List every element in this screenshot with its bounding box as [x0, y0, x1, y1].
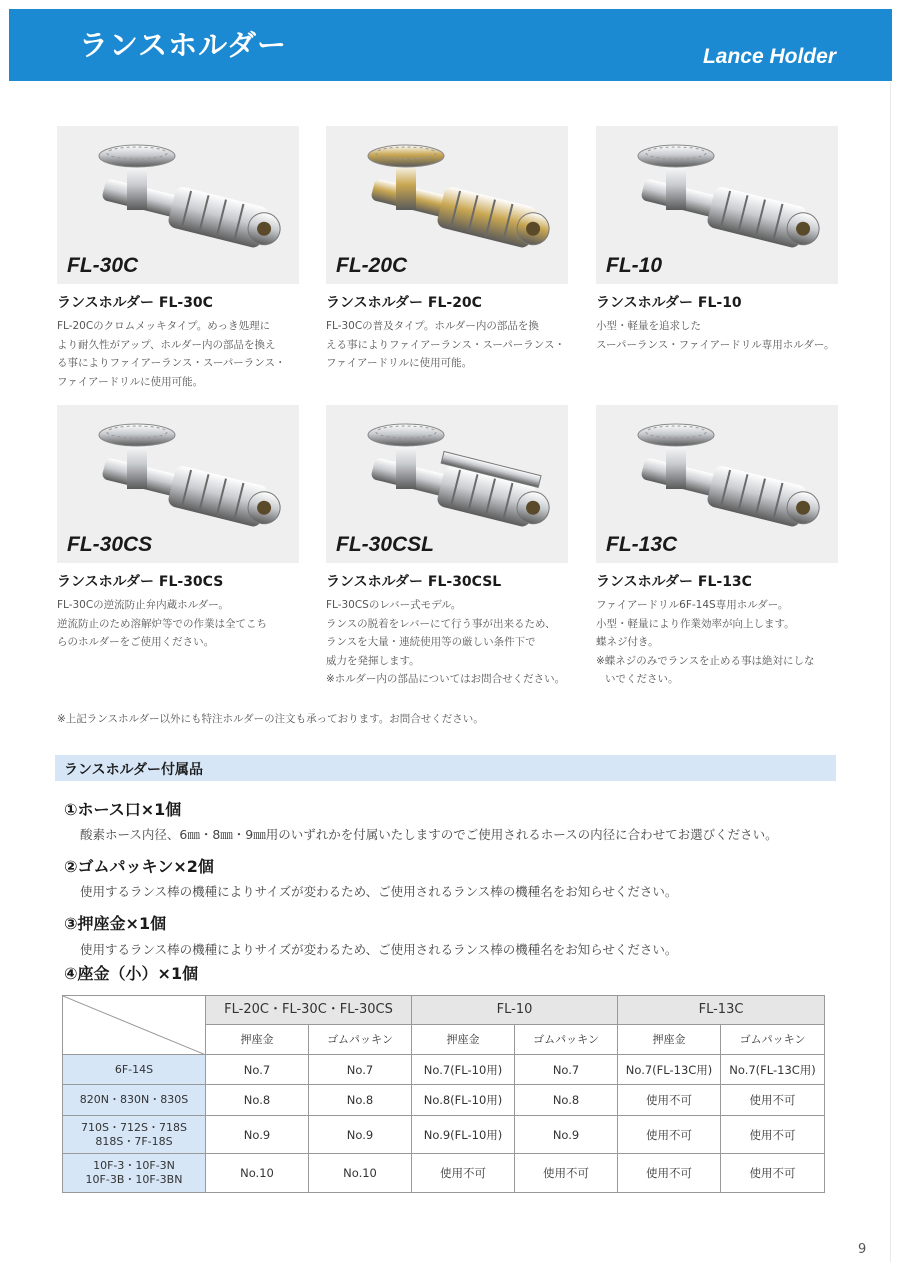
accessory-title-hose: ①ホース口×1個 [64, 800, 182, 819]
table-cell: No.7(FL-13C用) [618, 1055, 721, 1085]
description-line: いでください。 [605, 673, 679, 685]
description-line: らのホルダーをご使用ください。 [57, 636, 215, 648]
compatibility-table [62, 995, 825, 1193]
table-cell: No.9(FL-10用) [412, 1116, 515, 1154]
description-line: FL-30CSのレバー式モデル。 [326, 599, 462, 611]
row-header-line: 10F-3B・10F-3BN [85, 1173, 183, 1186]
product-title: ランスホルダー FL-30C [57, 295, 213, 311]
product-description [596, 317, 848, 354]
description-line: ファイアードリルに使用可能。 [57, 375, 204, 388]
table-cell: No.8 [515, 1085, 618, 1116]
row-header [63, 1055, 206, 1085]
table-corner-cell [63, 996, 206, 1055]
sub-header: 押座金 [618, 1025, 721, 1055]
page-title-english: Lance Holder [702, 45, 836, 68]
description-line: FL-20Cのクロムメッキタイプ。めっき処理に [57, 320, 271, 332]
table-cell: No.7 [206, 1055, 309, 1085]
group-header-fl30: FL-20C・FL-30C・FL-30CS [206, 996, 412, 1025]
table-cell: No.9 [309, 1116, 412, 1154]
product-photo [57, 405, 299, 563]
table-cell: No.9 [515, 1116, 618, 1154]
table-row [63, 1085, 825, 1116]
table-cell: 使用不可 [618, 1116, 721, 1154]
diagonal-line [63, 996, 206, 1055]
table-cell: No.9 [206, 1116, 309, 1154]
product-title: ランスホルダー FL-10 [596, 295, 742, 311]
row-header-line: 710S・712S・718S [81, 1120, 187, 1134]
table-cell: No.7 [309, 1055, 412, 1085]
table-cell: 使用不可 [515, 1154, 618, 1193]
model-label: FL-20C [336, 254, 408, 277]
description-line: ファイアードリル6F-14S専用ホルダー。 [596, 599, 789, 611]
table-cell: No.10 [206, 1154, 309, 1193]
product-title: ランスホルダー FL-30CS [57, 574, 224, 590]
description-line: FL-30Cの普及タイプ。ホルダー内の部品を換 [326, 320, 539, 332]
table-row [63, 1055, 825, 1085]
product-description [596, 596, 848, 689]
table-row [63, 1154, 825, 1193]
model-label: FL-10 [606, 254, 663, 277]
custom-order-note: ※上記ランスホルダー以外にも特注ホルダーの注文も承っております。お問合せください。 [57, 713, 484, 725]
row-header-line: 10F-3・10F-3N [93, 1159, 175, 1172]
row-header-line: 820N・830N・830S [79, 1093, 189, 1106]
description-line: ※蝶ネジのみでランスを止める事は絶対にしな [596, 654, 815, 667]
description-line: 威力を発揮します。 [326, 654, 420, 667]
table-cell: 使用不可 [618, 1154, 721, 1193]
product-title: ランスホルダー FL-13C [596, 574, 752, 590]
description-line: 小型・軽量により作業効率が向上します。 [596, 617, 795, 630]
table-cell: No.7(FL-10用) [412, 1055, 515, 1085]
model-label: FL-30CS [67, 533, 153, 556]
product-title: ランスホルダー FL-30CSL [326, 574, 502, 590]
page-header [9, 9, 892, 81]
description-line: FL-30Cの逆流防止弁内蔵ホルダー。 [57, 599, 229, 611]
table-row [63, 1116, 825, 1154]
table-cell: No.7 [515, 1055, 618, 1085]
product-photo [326, 126, 568, 284]
product-description [57, 596, 309, 652]
description-line: ※ホルダー内の部品についてはお問合せください。 [326, 673, 566, 685]
accessory-desc-press-washer: 使用するランス棒の機種によりサイズが変わるため、ご使用されるランス棒の機種名をお知らせください。 [80, 942, 678, 957]
table-cell: No.8 [309, 1085, 412, 1116]
table-cell: No.7(FL-13C用) [721, 1055, 825, 1085]
row-header [63, 1085, 206, 1116]
row-header [63, 1154, 206, 1193]
table-cell: 使用不可 [721, 1085, 825, 1116]
model-label: FL-13C [606, 533, 678, 556]
description-line: スーパーランス・ファイアードリル専用ホルダー。 [596, 338, 835, 351]
sub-header: ゴムパッキン [721, 1025, 825, 1055]
accessory-title-packing: ②ゴムパッキン×2個 [64, 857, 214, 876]
table-cell: 使用不可 [721, 1116, 825, 1154]
description-line: 逆流防止のため溶解炉等での作業は全てこち [57, 617, 267, 630]
description-line: 小型・軽量を追求した [596, 320, 701, 332]
accessories-heading: ランスホルダー付属品 [64, 762, 204, 778]
sub-header: ゴムパッキン [515, 1025, 618, 1055]
accessory-desc-packing: 使用するランス棒の機種によりサイズが変わるため、ご使用されるランス棒の機種名をお知らせください。 [80, 884, 678, 899]
product-description [326, 317, 578, 373]
sub-header: 押座金 [206, 1025, 309, 1055]
accessory-desc-hose: 酸素ホース内径、6㎜・8㎜・9㎜用のいずれかを付属いたしますのでご使用されるホースの内径に合わせてお選びください。 [80, 827, 778, 842]
product-photo [326, 405, 568, 563]
product-photo [596, 405, 838, 563]
description-line: る事によりファイアーランス・スーパーランス・ [57, 357, 286, 369]
table-cell: No.8 [206, 1085, 309, 1116]
product-photo [57, 126, 299, 284]
accessories-heading-bar [55, 755, 836, 781]
accessory-title-press-washer: ③押座金×1個 [64, 914, 167, 933]
description-line: 蝶ネジ付き。 [596, 636, 659, 648]
table-cell: 使用不可 [412, 1154, 515, 1193]
product-description [57, 317, 309, 391]
sub-header: ゴムパッキン [309, 1025, 412, 1055]
product-photo [596, 126, 838, 284]
table-cell: No.10 [309, 1154, 412, 1193]
description-line: ランスを大量・連続使用等の厳しい条件下で [326, 636, 536, 648]
description-line: ランスの脱着をレバーにて行う事が出来るため、 [326, 617, 556, 630]
table-cell: No.8(FL-10用) [412, 1085, 515, 1116]
product-title: ランスホルダー FL-20C [326, 295, 482, 311]
description-line: える事によりファイアーランス・スーパーランス・ [326, 338, 565, 351]
page-title: ランスホルダー [79, 28, 287, 62]
model-label: FL-30CSL [336, 533, 435, 556]
page-number: 9 [858, 1242, 867, 1257]
row-header [63, 1116, 206, 1154]
table-cell: 使用不可 [618, 1085, 721, 1116]
description-line: より耐久性がアップ、ホルダー内の部品を換え [57, 338, 276, 351]
description-line: ファイアードリルに使用可能。 [326, 357, 473, 369]
group-header-fl10: FL-10 [412, 996, 618, 1025]
product-description [326, 596, 578, 689]
table-cell: 使用不可 [721, 1154, 825, 1193]
edge-line [890, 82, 891, 1262]
group-header-fl13c: FL-13C [618, 996, 825, 1025]
accessory-title-small-washer: ④座金（小）×1個 [64, 964, 199, 983]
sub-header: 押座金 [412, 1025, 515, 1055]
model-label: FL-30C [67, 254, 139, 277]
row-header-line: 6F-14S [114, 1062, 154, 1076]
row-header-line: 818S・7F-18S [95, 1134, 173, 1148]
